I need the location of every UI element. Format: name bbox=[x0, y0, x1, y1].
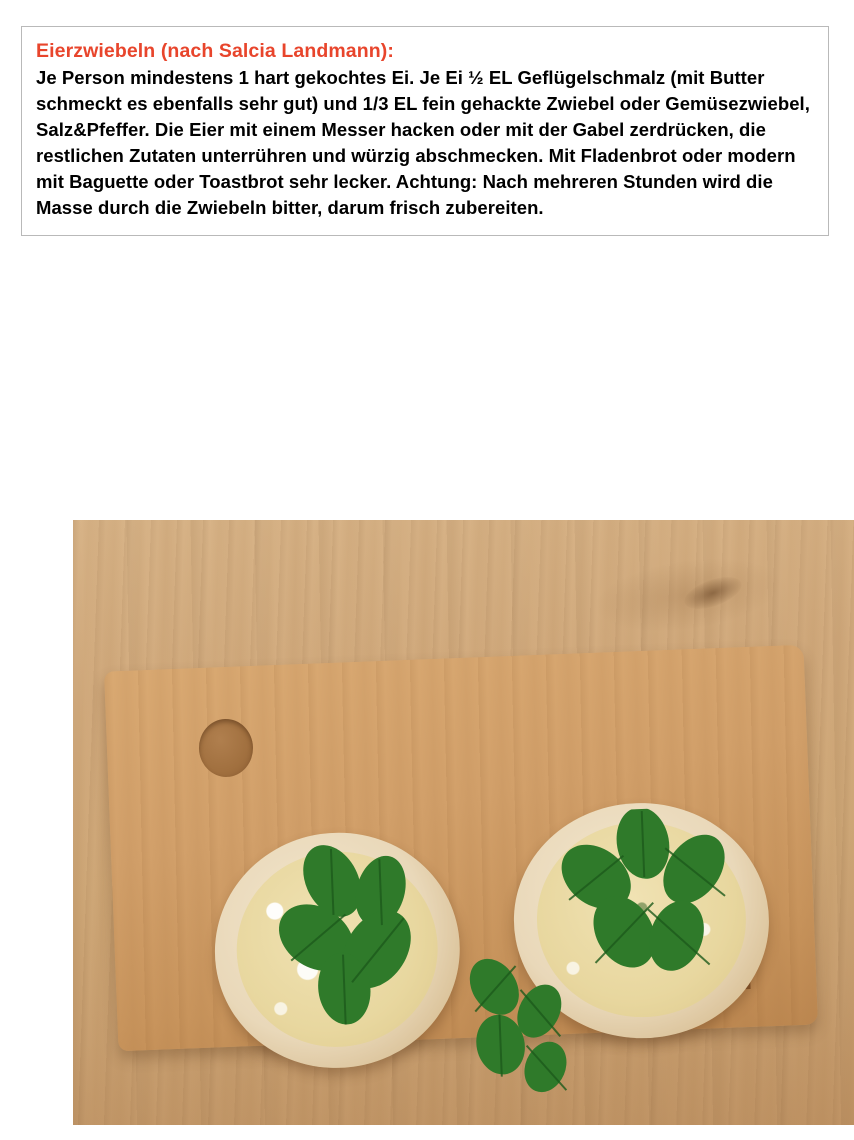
recipe-body-text: Je Person mindestens 1 hart gekochtes Ei. Je Ei ½ EL Geflügelschmalz (mit Butter schmeckt es ebenfalls sehr gut) und 1/3 EL fein gehackte Zwiebel oder Gemüsezwiebel, Salz&Pfeffer. Die Eier mit einem Messer hacken oder mit der Gabel zerdrücken, die restlichen Zutaten unterrühren und würzig abschmecken. Mit Fladenbrot oder modern mit Baguette oder Toastbrot sehr lecker. Achtung: Nach mehreren Stunden wird die Masse durch die Zwiebeln bitter, darum frisch zubereiten. bbox=[36, 67, 810, 218]
recipe-card bbox=[21, 26, 829, 236]
wooden-cutting-board bbox=[104, 645, 818, 1052]
board-hanging-hole bbox=[198, 718, 254, 778]
recipe-photo bbox=[73, 520, 854, 1125]
basil-sprig-center-icon bbox=[445, 953, 601, 1119]
recipe-title: Eierzwiebeln (nach Salcia Landmann): bbox=[36, 40, 394, 62]
wood-grain-swirl bbox=[589, 547, 787, 643]
wood-knot bbox=[680, 571, 745, 616]
photo-background-plywood bbox=[73, 520, 854, 1125]
basil-leaves-left-icon bbox=[261, 836, 479, 1044]
